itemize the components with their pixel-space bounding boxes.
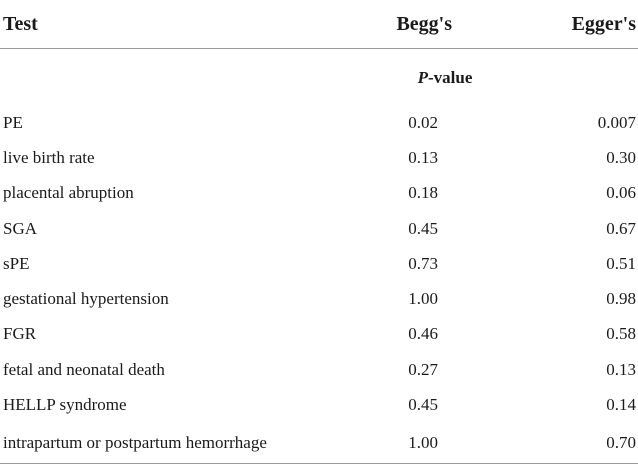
row-begg-pvalue: 0.45 — [408, 395, 438, 415]
row-test-name: live birth rate — [3, 147, 95, 167]
row-test-name: sPE — [3, 253, 30, 273]
table-row — [0, 246, 638, 281]
row-begg-pvalue: 0.73 — [408, 253, 438, 273]
row-egger-pvalue: 0.06 — [606, 183, 636, 203]
row-begg-pvalue: 1.00 — [380, 423, 510, 464]
pvalue-subheader — [380, 49, 510, 106]
table-row — [0, 352, 638, 387]
row-test-name: FGR — [3, 324, 37, 344]
row-egger-pvalue: 0.007 — [597, 112, 636, 132]
row-begg-pvalue: 0.02 — [408, 112, 438, 132]
row-test-name: placental abruption — [3, 183, 134, 203]
header-row — [0, 0, 638, 49]
table-row — [0, 105, 638, 140]
table-row — [0, 317, 638, 352]
row-egger-pvalue: 0.13 — [606, 359, 636, 379]
row-egger-pvalue: 0.98 — [606, 289, 636, 309]
table-row — [0, 281, 638, 316]
subheader-empty — [0, 49, 380, 106]
row-test-name: SGA — [3, 218, 38, 238]
row-test-name: fetal and neonatal death — [3, 359, 165, 379]
row-test-name: gestational hypertension — [3, 289, 169, 309]
header-egger: Egger's — [510, 0, 638, 49]
table-header — [0, 0, 638, 49]
row-begg-pvalue: 0.13 — [408, 147, 438, 167]
row-begg-pvalue: 1.00 — [408, 289, 438, 309]
header-begg: Begg's — [380, 0, 510, 49]
pvalue-suffix: -value — [428, 68, 473, 87]
pvalue-subheader-row — [0, 49, 638, 106]
row-egger-pvalue: 0.30 — [606, 147, 636, 167]
row-egger-pvalue: 0.14 — [606, 395, 636, 415]
table-row — [0, 140, 638, 175]
table-row — [0, 423, 638, 464]
row-egger-pvalue: 0.67 — [606, 218, 636, 238]
row-test-name: intrapartum or postpartum hemorrhage — [0, 423, 380, 464]
row-begg-pvalue: 0.45 — [408, 218, 438, 238]
table-row — [0, 211, 638, 246]
pvalue-p-letter: P — [417, 68, 428, 87]
row-egger-pvalue: 0.51 — [606, 253, 636, 273]
header-test: Test — [0, 0, 380, 49]
row-egger-pvalue: 0.70 — [510, 423, 638, 464]
row-begg-pvalue: 0.27 — [408, 359, 438, 379]
row-test-name: HELLP syndrome — [3, 395, 127, 415]
row-begg-pvalue: 0.18 — [408, 183, 438, 203]
row-begg-pvalue: 0.46 — [408, 324, 438, 344]
row-test-name: PE — [3, 112, 23, 132]
row-egger-pvalue: 0.58 — [606, 324, 636, 344]
table-row — [0, 387, 638, 422]
table-row — [0, 176, 638, 211]
table-body — [0, 49, 638, 464]
subheader-empty-2 — [510, 49, 638, 106]
